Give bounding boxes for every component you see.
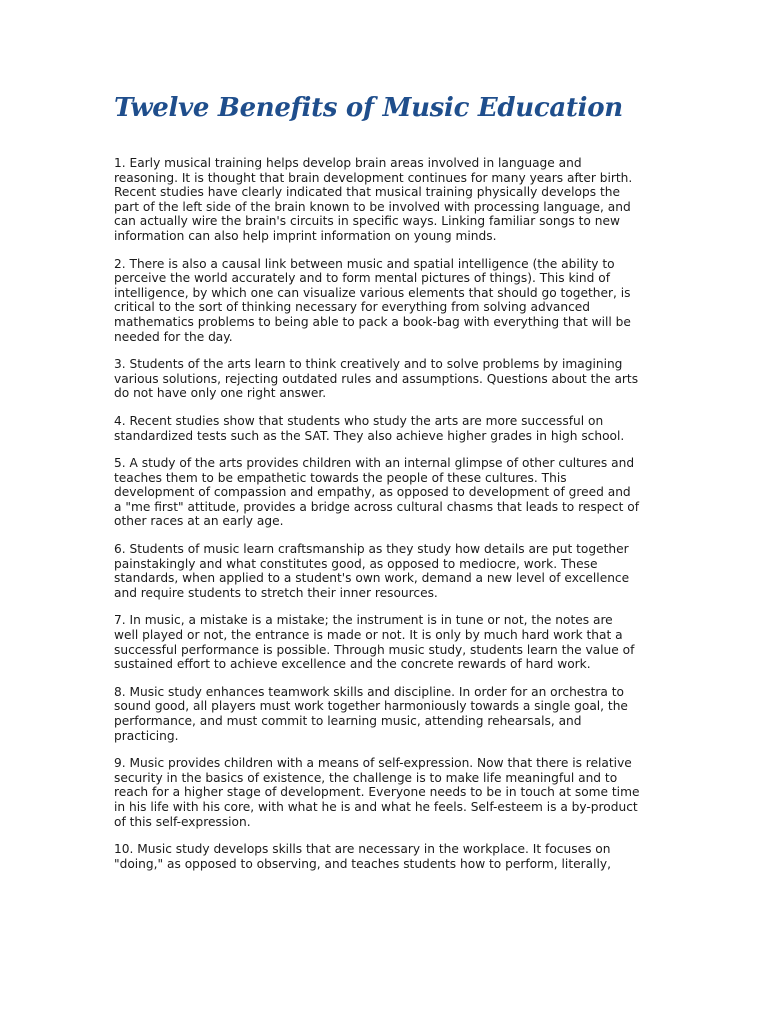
paragraph-line: information can also help imprint information on young minds. <box>114 228 497 243</box>
document-body <box>114 156 662 884</box>
paragraph-line: 3. Students of the arts learn to think creatively and to solve problems by imagining <box>114 357 623 372</box>
paragraph-line: 4. Recent studies show that students who study the arts are more successful on <box>114 413 604 428</box>
paragraph-line: well played or not, the entrance is made or not. It is only by much hard work that a <box>114 628 623 643</box>
paragraph-line: 9. Music provides children with a means of self-expression. Now that there is relative <box>114 756 632 771</box>
paragraph-line: can actually wire the brain's circuits in specific ways. Linking familiar songs to new <box>114 214 620 229</box>
paragraph-line: intelligence, by which one can visualize various elements that should go together, is <box>114 285 631 300</box>
paragraph-line: performance, and must commit to learning music, attending rehearsals, and <box>114 714 582 728</box>
paragraph-10 <box>114 842 662 871</box>
paragraph-9 <box>114 756 662 829</box>
paragraph-line: needed for the day. <box>114 329 233 344</box>
paragraph-7 <box>114 613 662 671</box>
paragraph-line: sustained effort to achieve excellence and the concrete rewards of hard work. <box>114 657 591 672</box>
paragraph-line: various solutions, rejecting outdated rules and assumptions. Questions about the arts <box>114 371 639 386</box>
paragraph-line: part of the left side of the brain known to be involved with processing language, and <box>114 199 631 214</box>
paragraph-6 <box>114 542 662 600</box>
paragraph-line: 5. A study of the arts provides children with an internal glimpse of other cultures and <box>114 456 635 471</box>
paragraph-8 <box>114 685 662 743</box>
paragraph-line: 10. Music study develops skills that are necessary in the workplace. It focuses on <box>114 842 611 857</box>
paragraph-line: successful performance is possible. Through music study, students learn the value of <box>114 642 635 657</box>
paragraph-line: do not have only one right answer. <box>114 386 327 401</box>
paragraph-line: teaches them to be empathetic towards the people of these cultures. This <box>114 470 567 485</box>
paragraph-line: perceive the world accurately and to form mental pictures of things). This kind of <box>114 271 610 286</box>
paragraph-line: 2. There is also a causal link between music and spatial intelligence (the ability to <box>114 256 615 271</box>
paragraph-line: standardized tests such as the SAT. They also achieve higher grades in high school. <box>114 428 625 443</box>
paragraph-line: practicing. <box>114 728 179 743</box>
paragraph-line: of this self-expression. <box>114 814 251 829</box>
paragraph-line: sound good, all players must work together harmoniously towards a single goal, the <box>114 699 628 714</box>
paragraph-line: 1. Early musical training helps develop brain areas involved in language and <box>114 156 582 170</box>
paragraph-line: reach for a higher stage of development. Everyone needs to be in touch at some time <box>114 785 640 800</box>
paragraph-4 <box>114 414 662 443</box>
paragraph-line: mathematics problems to being able to pack a book-bag with everything that will be <box>114 314 631 329</box>
paragraph-line: standards, when applied to a student's own work, demand a new level of excellence <box>114 571 630 586</box>
paragraph-2 <box>114 257 662 345</box>
paragraph-3 <box>114 357 662 401</box>
paragraph-line: painstakingly and what constitutes good, as opposed to mediocre, work. These <box>114 556 598 571</box>
paragraph-line: other races at an early age. <box>114 514 284 529</box>
paragraph-1 <box>114 156 662 244</box>
paragraph-line: development of compassion and empathy, as opposed to development of greed and <box>114 485 631 500</box>
paragraph-line: 8. Music study enhances teamwork skills and discipline. In order for an orchestra to <box>114 684 625 699</box>
paragraph-line: Recent studies have clearly indicated that musical training physically develops the <box>114 185 620 200</box>
paragraph-line: security in the basics of existence, the challenge is to make life meaningful and to <box>114 770 618 785</box>
paragraph-line: 6. Students of music learn craftsmanship as they study how details are put together <box>114 542 629 557</box>
paragraph-line: reasoning. It is thought that brain development continues for many years after birth. <box>114 170 633 185</box>
paragraph-line: 7. In music, a mistake is a mistake; the instrument is in tune or not, the notes are <box>114 613 613 628</box>
paragraph-5 <box>114 456 662 529</box>
document-title: Twelve Benefits of Music Education <box>114 93 623 123</box>
paragraph-line: "doing," as opposed to observing, and teaches students how to perform, literally, <box>114 856 611 871</box>
paragraph-line: critical to the sort of thinking necessary for everything from solving advanced <box>114 300 591 315</box>
paragraph-line: and require students to stretch their inner resources. <box>114 585 438 600</box>
paragraph-line: in his life with his core, with what he is and what he feels. Self-esteem is a by-product <box>114 799 638 814</box>
paragraph-line: a "me first" attitude, provides a bridge across cultural chasms that leads to respect of <box>114 499 640 514</box>
